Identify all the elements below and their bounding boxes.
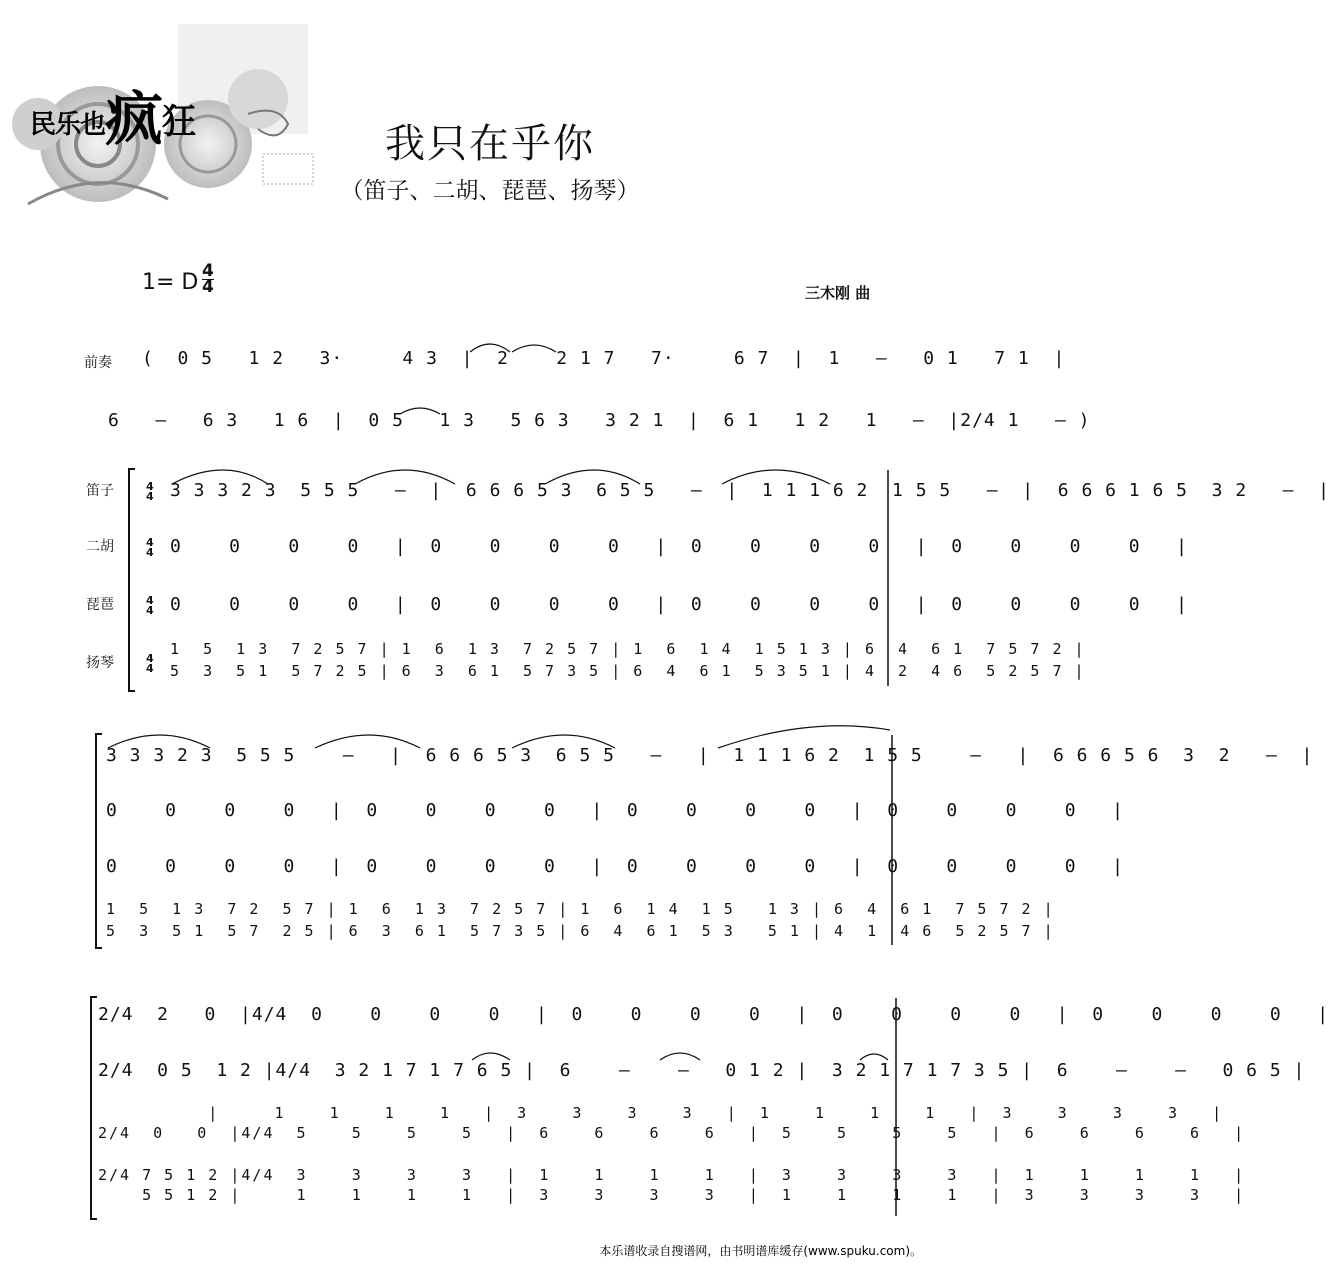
s3-yangqin-lower: 5 5 1 2 | 1 1 1 1 | 3 3 3 3 | 1 1 1 1 | 3 3 3 3 | bbox=[98, 1186, 1246, 1204]
s1-dizi-notes: 3 3 3 2 3 5 5 5 – | 6 6 6 5 3 6 5 5 – | 1 1 1 6 2 1 5 5 – | 6 6 6 1 6 5 3 2 – | bbox=[170, 480, 1330, 501]
prelude-label: 前奏 bbox=[84, 355, 112, 371]
logo-big-char-2: 狂 bbox=[162, 102, 196, 142]
prelude-line-2: 6 – 6 3 1 6 | 0 5 1 3 5 6 3 3 2 1 | 6 1 1 2 1 – |2/4 1 – ) bbox=[108, 410, 1091, 431]
s1-timesig-pipa: 4 4 bbox=[146, 594, 154, 617]
s2-pipa-notes: 0 0 0 0 | 0 0 0 0 | 0 0 0 0 | 0 0 0 0 | bbox=[106, 856, 1124, 877]
label-erhu: 二胡 bbox=[86, 539, 114, 555]
s3-slur-2 bbox=[660, 1053, 700, 1060]
s2-slur-4 bbox=[718, 726, 890, 748]
s3-slur-3 bbox=[860, 1054, 888, 1060]
s1-slur-4 bbox=[722, 470, 830, 484]
s2-dizi-notes: 3 3 3 2 3 5 5 5 – | 6 6 6 5 3 6 5 5 – | 1 1 1 6 2 1 5 5 – | 6 6 6 5 6 3 2 – | bbox=[106, 745, 1314, 766]
s3-pipa-upper: | 1 1 1 1 | 3 3 3 3 | 1 1 1 1 | 3 3 3 3 | bbox=[98, 1104, 1224, 1122]
s1-slur-1 bbox=[172, 470, 268, 484]
s2-erhu-notes: 0 0 0 0 | 0 0 0 0 | 0 0 0 0 | 0 0 0 0 | bbox=[106, 800, 1124, 821]
time-numerator: 4 bbox=[202, 261, 214, 281]
source-footer: 本乐谱收录自搜谱网，由书明谱库缓存(www.spuku.com)。 bbox=[599, 1244, 922, 1258]
s3-pipa-lower: 2/4 0 0 |4/4 5 5 5 5 | 6 6 6 6 | 5 5 5 5 | 6 6 6 6 | bbox=[98, 1124, 1246, 1142]
logo-small-text: 民乐也 bbox=[30, 110, 106, 140]
s3-slur-1 bbox=[472, 1053, 510, 1060]
s1-timesig-dizi: 4 4 bbox=[146, 480, 154, 503]
s2-slur-1 bbox=[108, 735, 210, 748]
s1-timesig-yangqin: 4 4 bbox=[146, 652, 154, 675]
label-pipa: 琵琶 bbox=[86, 597, 114, 613]
s3-dizi-notes: 2/4 2 0 |4/4 0 0 0 0 | 0 0 0 0 | 0 0 0 0 | 0 0 0 0 | bbox=[98, 1004, 1330, 1025]
s1-pipa-notes: 0 0 0 0 | 0 0 0 0 | 0 0 0 0 | 0 0 0 0 | bbox=[170, 594, 1188, 615]
instrumentation-subtitle: （笛子、二胡、琵琶、扬琴） bbox=[340, 178, 640, 204]
s1-slur-3 bbox=[545, 470, 640, 484]
s1-timesig-erhu: 4 4 bbox=[146, 536, 154, 559]
s2-slur-2 bbox=[315, 735, 420, 748]
prelude-line-1: ( 0 5 1 2 3· 4 3 | 2 2 1 7 7· 6 7 | 1 – 0 1 7 1 | bbox=[142, 348, 1066, 369]
logo-big-char-1: 疯 bbox=[105, 85, 163, 153]
s2-slur-3 bbox=[512, 735, 615, 748]
s1-yangqin-upper: 1 5 1 3 7 2 5 7 | 1 6 1 3 7 2 5 7 | 1 6 1 4 1 5 1 3 | 6 4 6 1 7 5 7 2 | bbox=[170, 640, 1086, 658]
s1-yangqin-lower: 5 3 5 1 5 7 2 5 | 6 3 6 1 5 7 3 5 | 6 4 6 1 5 3 5 1 | 4 2 4 6 5 2 5 7 | bbox=[170, 662, 1086, 680]
s3-yangqin-upper: 2/4 7 5 1 2 |4/4 3 3 3 3 | 1 1 1 1 | 3 3 3 3 | 1 1 1 1 | bbox=[98, 1166, 1246, 1184]
prelude-slur-1 bbox=[470, 344, 510, 352]
song-title: 我只在乎你 bbox=[385, 121, 595, 167]
key-signature: 1= D bbox=[142, 270, 199, 295]
s3-erhu-notes: 2/4 0 5 1 2 |4/4 3 2 1 7 1 7 6 5 | 6 – – 0 1 2 | 3 2 1 7 1 7 3 5 | 6 – – 0 6 5 | bbox=[98, 1060, 1306, 1081]
s1-erhu-notes: 0 0 0 0 | 0 0 0 0 | 0 0 0 0 | 0 0 0 0 | bbox=[170, 536, 1188, 557]
prelude-slur-3 bbox=[400, 408, 440, 414]
label-yangqin: 扬琴 bbox=[86, 655, 114, 671]
label-dizi: 笛子 bbox=[86, 483, 114, 499]
s2-yangqin-lower: 5 3 5 1 5 7 2 5 | 6 3 6 1 5 7 3 5 | 6 4 6 1 5 3 5 1 | 4 1 4 6 5 2 5 7 | bbox=[106, 922, 1055, 940]
time-denominator: 4 bbox=[202, 277, 214, 297]
s1-slur-2 bbox=[355, 470, 455, 484]
composer-credit: 三木刚 曲 bbox=[805, 284, 871, 302]
prelude-slur-2 bbox=[512, 345, 556, 352]
s2-yangqin-upper: 1 5 1 3 7 2 5 7 | 1 6 1 3 7 2 5 7 | 1 6 1 4 1 5 1 3 | 6 4 6 1 7 5 7 2 | bbox=[106, 900, 1055, 918]
